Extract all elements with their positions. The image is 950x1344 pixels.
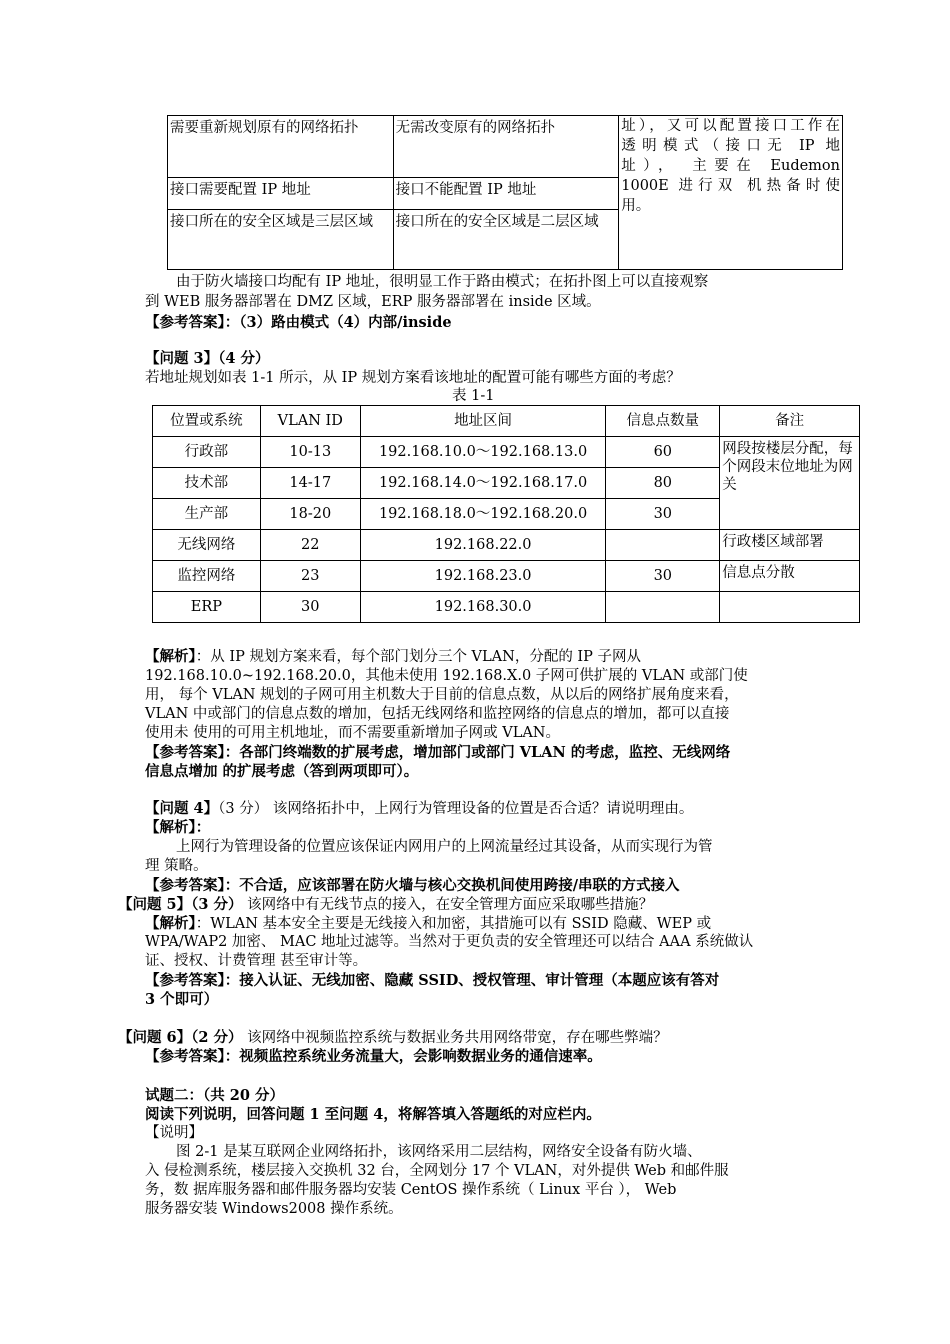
- table-cell: 22: [260, 530, 360, 561]
- answer-label: 【参考答案】: [145, 1048, 225, 1065]
- analysis-text: ：从 IP 规划方案来看，每个部门划分三个 VLAN，分配的 IP 子网从: [195, 649, 642, 665]
- question-text: 若地址规划如表 1-1 所示，从 IP 规划方案看该地址的配置可能有哪些方面的考虑？: [145, 370, 681, 386]
- answer-text: ：接入认证、无线加密、隐藏 SSID、授权管理、审计管理（本题应该有答对: [224, 972, 720, 989]
- answer-line: [145, 876, 680, 895]
- address-plan-table: [152, 405, 860, 623]
- table-cell: 30: [606, 561, 720, 592]
- table-cell: 需要重新规划原有的网络拓扑: [168, 116, 394, 178]
- table-cell: 30: [606, 499, 720, 530]
- table-header: 信息点数量: [606, 406, 720, 437]
- description-line: 入 侵检测系统，楼层接入交换机 32 台，全网划分 17 个 VLAN，对外提供 Web 和邮件服: [145, 1163, 729, 1179]
- table-cell: 监控网络: [153, 561, 261, 592]
- table-row: [153, 437, 860, 468]
- table-cell: 192.168.10.0～192.168.13.0: [360, 437, 606, 468]
- question-line: [118, 895, 653, 915]
- answer-line: [145, 971, 719, 990]
- analysis-line: VLAN 中或部门的信息点数的增加，包括无线网络和监控网络的信息点的增加，都可以直接: [145, 706, 730, 722]
- table-cell: 行政部: [153, 437, 261, 468]
- table-cell: 接口所在的安全区域是三层区域: [168, 210, 394, 270]
- answer-label: 【参考答案】: [145, 314, 225, 331]
- analysis-line: 上网行为管理设备的位置应该保证内网用户的上网流量经过其设备，从而实现行为管: [176, 839, 713, 855]
- intro-line: 到 WEB 服务器部署在 DMZ 区域，ERP 服务器部署在 inside 区域。: [145, 294, 601, 310]
- table-cell: 生产部: [153, 499, 261, 530]
- analysis-line: 证、授权、计费管理 甚至审计等。: [145, 953, 368, 969]
- table-header: VLAN ID: [260, 406, 360, 437]
- side-note-line: 透明模式（接口无 IP 地: [621, 138, 840, 154]
- table-cell: 192.168.18.0～192.168.20.0: [360, 499, 606, 530]
- table-cell: 接口不能配置 IP 地址: [393, 178, 619, 210]
- answer-line: [145, 313, 452, 332]
- analysis-colon: ：: [195, 819, 211, 836]
- question-text: （3 分） 该网络拓扑中，上网行为管理设备的位置是否合适？请说明理由。: [218, 801, 694, 817]
- analysis-label: 【解析】: [145, 648, 196, 665]
- table-cell: ERP: [153, 592, 261, 623]
- question-title: 【问题 6】（2 分）: [118, 1029, 243, 1046]
- analysis-label: 【解析】: [145, 915, 196, 932]
- table-cell: 接口需要配置 IP 地址: [168, 178, 394, 210]
- table-cell: 192.168.30.0: [360, 592, 606, 623]
- table-header: 地址区间: [360, 406, 606, 437]
- answer-text: ：各部门终端数的扩展考虑，增加部门或部门 VLAN 的考虑，监控、无线网络: [224, 744, 731, 761]
- table-cell: 信息点分散: [720, 561, 860, 592]
- analysis-line: [145, 647, 641, 667]
- table-cell: [606, 530, 720, 561]
- section-instruction: 阅读下列说明，回答问题 1 至问题 4，将解答填入答题纸的对应栏内。: [145, 1106, 601, 1123]
- table-cell: 192.168.14.0～192.168.17.0: [360, 468, 606, 499]
- table-row: [153, 530, 860, 561]
- answer-text: ：（3）路由模式（4）内部/inside: [224, 314, 452, 331]
- table-cell: 无需改变原有的网络拓扑: [393, 116, 619, 178]
- table-cell: [606, 592, 720, 623]
- intro-line: 由于防火墙接口均配有 IP 地址，很明显工作于路由模式；在拓扑图上可以直接观察: [176, 274, 709, 290]
- table-cell: 60: [606, 437, 720, 468]
- question-title: 【问题 3】（4 分）: [145, 350, 270, 367]
- analysis-line: WPA/WAP2 加密、 MAC 地址过滤等。当然对于更负责的安全管理还可以结合 AAA 系统做认: [145, 934, 754, 950]
- table-row: [153, 592, 860, 623]
- table-cell: 技术部: [153, 468, 261, 499]
- side-note-line: 1000E 进行双 机热备时使: [621, 178, 840, 194]
- analysis-line: 192.168.10.0~192.168.20.0，其他未使用 192.168.X.0 子网可供扩展的 VLAN 或部门使: [145, 668, 748, 684]
- answer-label: 【参考答案】: [145, 744, 225, 761]
- analysis-line: 使用未 使用的可用主机地址，而不需要重新增加子网或 VLAN。: [145, 725, 560, 741]
- side-note-line: 址）， 主要在 Eudemon: [621, 158, 840, 174]
- description-label: 【说明】: [145, 1125, 203, 1141]
- answer-line: [145, 743, 730, 762]
- answer-line: [145, 1047, 602, 1066]
- analysis-text: ：WLAN 基本安全主要是无线接入和加密，其措施可以有 SSID 隐藏、WEP 或: [195, 916, 712, 932]
- section-title: 试题二：（共 20 分）: [145, 1087, 285, 1104]
- question-text: 该网络中视频监控系统与数据业务共用网络带宽，存在哪些弊端？: [242, 1030, 668, 1046]
- answer-label: 【参考答案】: [145, 877, 225, 894]
- description-line: 务，数 据库服务器和邮件服务器均安装 CentOS 操作系统（ Linux 平台 ）， Web: [145, 1182, 677, 1198]
- analysis-line: [145, 818, 210, 837]
- question-line: [145, 799, 693, 819]
- merged-note-cell: 网段按楼层分配，每个网段末位地址为网关: [720, 437, 860, 530]
- answer-text: ：不合适，应该部署在防火墙与核心交换机间使用跨接/串联的方式接入: [224, 877, 680, 894]
- table-cell: 14-17: [260, 468, 360, 499]
- table-cell: 23: [260, 561, 360, 592]
- question-text: 该网络中有无线节点的接入，在安全管理方面应采取哪些措施？: [242, 897, 654, 913]
- table-cell: 192.168.23.0: [360, 561, 606, 592]
- analysis-line: 用， 每个 VLAN 规划的子网可用主机数大于目前的信息点数，从以后的网络扩展角度来看，: [145, 687, 739, 703]
- table-header: 备注: [720, 406, 860, 437]
- side-note-cell: [619, 116, 843, 270]
- question-title: 【问题 4】: [145, 800, 219, 817]
- answer-label: 【参考答案】: [145, 972, 225, 989]
- side-note-line: 用。: [621, 198, 651, 214]
- analysis-line: 理 策略。: [145, 858, 208, 874]
- table-cell: 80: [606, 468, 720, 499]
- description-line: 图 2-1 是某互联网企业网络拓扑，该网络采用二层结构，网络安全设备有防火墙、: [176, 1144, 702, 1160]
- analysis-label: 【解析】: [145, 819, 196, 836]
- table-cell: 10-13: [260, 437, 360, 468]
- table-cell: 无线网络: [153, 530, 261, 561]
- question-title: 【问题 5】（3 分）: [118, 896, 243, 913]
- description-line: 服务器安装 Windows2008 操作系统。: [145, 1201, 403, 1217]
- side-note-line: 址），又可以配置接口工作在: [621, 118, 840, 134]
- answer-line: 信息点增加 的扩展考虑（答到两项即可）。: [145, 763, 419, 780]
- table-cell: 192.168.22.0: [360, 530, 606, 561]
- table-cell: 18-20: [260, 499, 360, 530]
- table-row: [153, 561, 860, 592]
- table-cell: [720, 592, 860, 623]
- table-cell: 接口所在的安全区域是二层区域: [393, 210, 619, 270]
- table-caption: 表 1-1: [452, 388, 495, 404]
- answer-text: ：视频监控系统业务流量大，会影响数据业务的通信速率。: [224, 1048, 602, 1065]
- question-line: [118, 1028, 668, 1048]
- comparison-table: [167, 115, 843, 270]
- answer-line: 3 个即可）: [145, 991, 219, 1008]
- analysis-line: [145, 914, 711, 934]
- table-cell: 30: [260, 592, 360, 623]
- table-cell: 行政楼区域部署: [720, 530, 860, 561]
- table-header: 位置或系统: [153, 406, 261, 437]
